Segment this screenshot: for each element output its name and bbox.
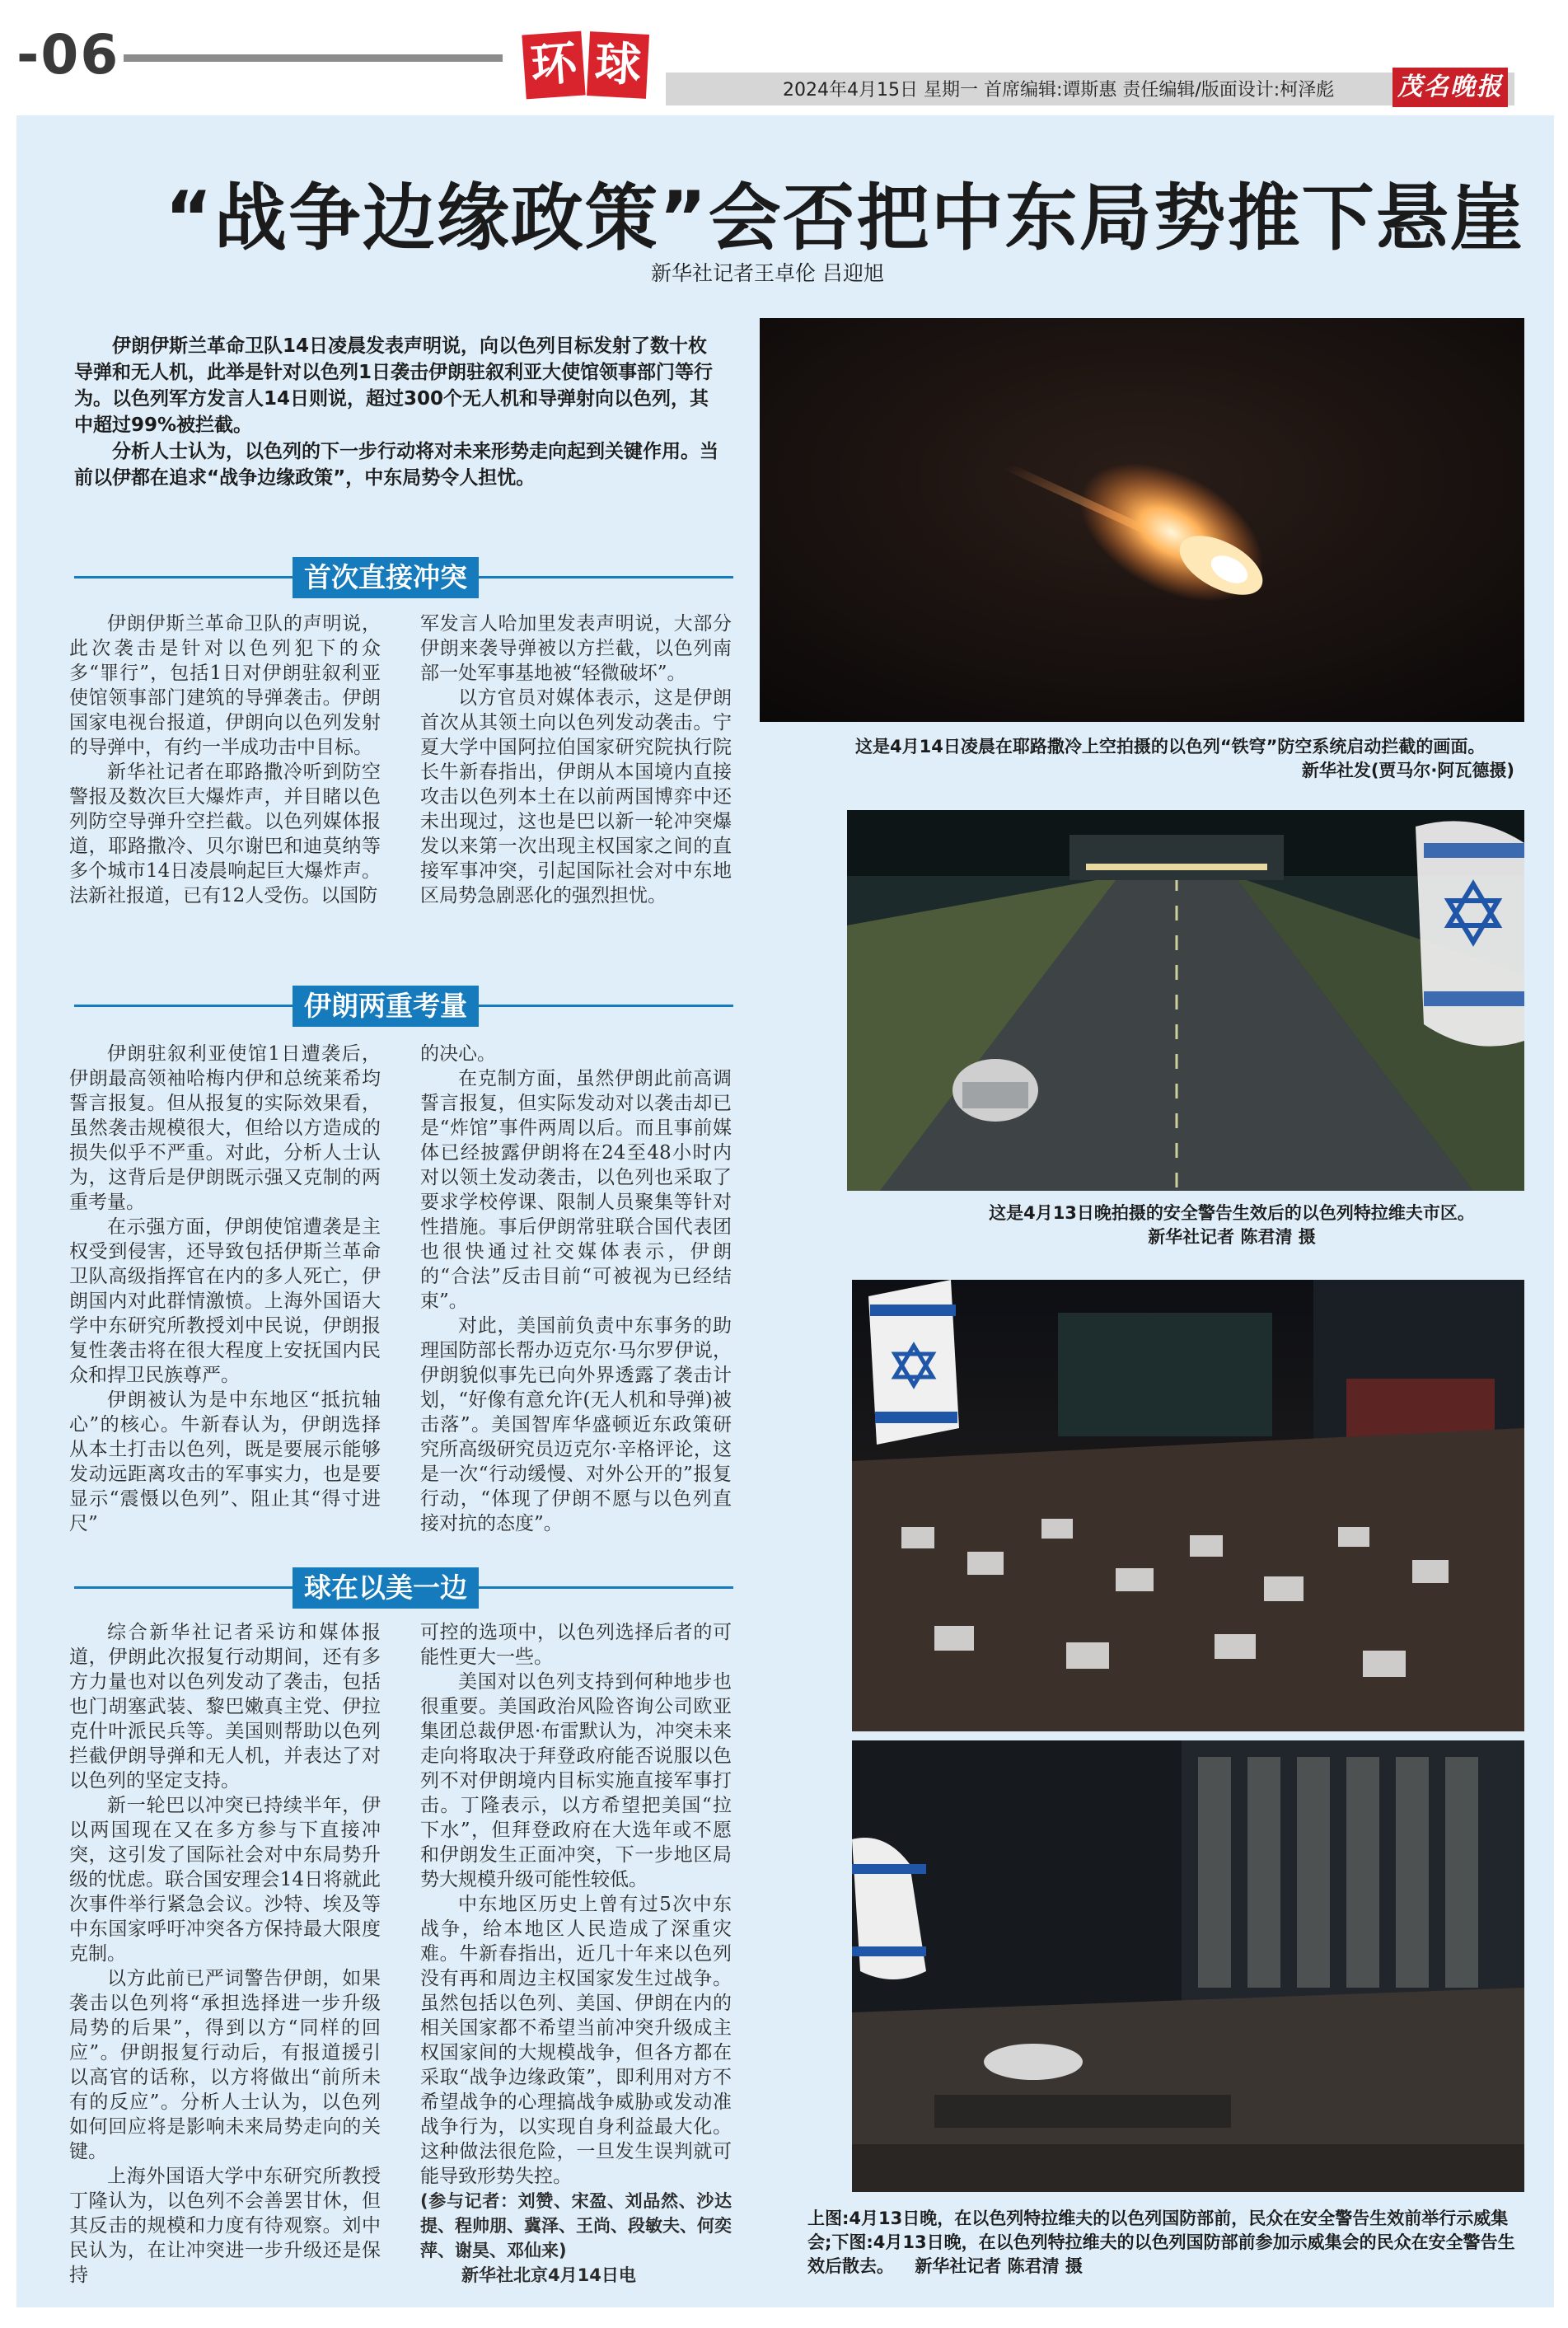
dateline: 新华社北京4月14日电 [461, 2265, 636, 2285]
caption-credit: 新华社记者 陈君清 摄 [1148, 1227, 1316, 1247]
paragraph: 在克制方面，虽然伊朗此前高调誓言报复，但实际发动对以袭击却已是“炸馆”事件两周以后。而且事前媒体已经披露伊朗将在24至48小时内对以领土发动袭击，以色列也采取了要求学校停课、限制人员聚集等针对性措施。事后伊朗常驻联合国代表团也很快通过社交媒体表示，伊朗的“合法”反击目前“可被视为已经结束”。 [420, 1068, 732, 1312]
photo-crowd-dispersing [852, 1740, 1524, 2192]
paragraph: 伊朗被认为是中东地区“抵抗轴心”的核心。牛新春认为，伊朗选择从本土打击以色列，既是要展示能够发动远距离攻击的军事实力，也是要显示“震慑以色列”、阻止其“得寸进尺” [69, 1389, 381, 1534]
photo-protest-crowd [852, 1280, 1524, 1731]
paragraph: 在示强方面，伊朗使馆遭袭是主权受到侵害，还导致包括伊斯兰革命卫队高级指挥官在内的多人死亡，伊朗国内对此群情激愤。上海外国语大学中东研究所教授刘中民说，伊朗报复性袭击将在很大程度上安抚国内民众和捍卫民族尊严。 [69, 1216, 381, 1386]
newspaper-logo: 茂名晚报 [1392, 68, 1508, 107]
photo-image [852, 1280, 1524, 1731]
caption-text: 这是4月13日晚拍摄的安全警告生效后的以色列特拉维夫市区。 [989, 1203, 1475, 1223]
section-char-2: 球 [587, 31, 649, 99]
section-label [524, 33, 648, 97]
byline: 新华社记者王卓伦 吕迎旭 [651, 261, 884, 285]
section1-col1 [69, 611, 381, 933]
paragraph: 以方官员对媒体表示，这是伊朗首次从其领土向以色列发动袭击。宁夏大学中国阿拉伯国家研究院执行院长牛新春指出，伊朗从本国境内直接攻击以色列本土在以前两国博弈中还未出现过，这也是巴以新一轮冲突爆发以来第一次出现主权国家之间的直接军事冲突，引起国际社会对中东地区局势急剧恶化的强烈担忧。 [420, 687, 732, 906]
section2-col1 [69, 1042, 381, 1534]
subhead-3: 球在以美一边 [293, 1567, 479, 1609]
photo2-caption [935, 1201, 1528, 1249]
paragraph: 综合新华社记者采访和媒体报道，伊朗此次报复行动期间，还有多方力量也对以色列发动了袭击，包括也门胡塞武装、黎巴嫩真主党、伊拉克什叶派民兵等。美国则帮助以色列拦截伊朗导弹和无人机，并表达了对以色列的坚定支持。 [69, 1622, 381, 1792]
lede-paragraph: 伊朗伊斯兰革命卫队14日凌晨发表声明说，向以色列目标发射了数十枚导弹和无人机，此举是针对以色列1日袭击伊朗驻叙利亚大使馆领事部门等行为。以色列军方发言人14日则说，超过300个无人机和导弹射向以色列，其中超过99%被拦截。 [74, 335, 714, 436]
caption-text: 上图:4月13日晚，在以色列特拉维夫的以色列国防部前，民众在安全警告生效前举行示威集会;下图:4月13日晚，在以色列特拉维夫的以色列国防部前参加示威集会的民众在安全警告生效后散去。 [807, 2209, 1515, 2276]
photo-tel-aviv-street [847, 810, 1524, 1191]
photo-image [847, 810, 1524, 1191]
caption-credit: 新华社发(贾马尔·阿瓦德摄) [1301, 761, 1514, 780]
section3-col1 [69, 1620, 381, 2286]
paragraph: 中东地区历史上曾有过5次中东战争，给本地区人民造成了深重灾难。牛新春指出，近几十年来以色列没有再和周边主权国家发生过战争。虽然包括以色列、美国、伊朗在内的相关国家都不希望当前冲突升级成主权国家间的大规模战争，但各方都在采取“战争边缘政策”，即利用对方不希望战争的心理搞战争威胁或发动准战争行为，以实现自身利益最大化。这种做法很危险，一旦发生误判就可能导致形势失控。 [420, 1894, 732, 2187]
headline: “战争边缘政策”会否把中东局势推下悬崖 [165, 176, 1524, 260]
reporters-note: (参与记者：刘赞、宋盈、刘品然、沙达提、程帅朋、冀泽、王尚、段敏夫、何奕萍、谢昊、邓仙来) [420, 2191, 732, 2260]
caption-credit: 新华社记者 陈君清 摄 [915, 2256, 1083, 2276]
photo-iron-dome-interception [760, 318, 1524, 722]
lede-paragraph: 分析人士认为，以色列的下一步行动将对未来形势走向起到关键作用。当前以伊都在追求“战争边缘政策”，中东局势令人担忧。 [74, 441, 718, 489]
subhead-1: 首次直接冲突 [293, 557, 479, 598]
paragraph: 以方此前已严词警告伊朗，如果袭击以色列将“承担选择进一步升级局势的后果”，得到以方“同样的回应”。伊朗报复行动后，有报道援引以高官的话称，以方将做出“前所未有的反应”。分析人士认为，以色列如何回应将是影响未来局势走向的关键。 [69, 1968, 381, 2162]
page-header [0, 0, 1568, 107]
photo-image [852, 1740, 1524, 2192]
paragraph: 上海外国语大学中东研究所教授丁隆认为，以色列不会善罢甘休，但其反击的规模和力度有待观察。刘中民认为，在让冲突进一步升级还是保持 [69, 2166, 381, 2286]
section1-col2 [420, 611, 732, 933]
caption-text: 这是4月14日凌晨在耶路撒冷上空拍摄的以色列“铁穹”防空系统启动拦截的画面。 [855, 737, 1486, 756]
page-number: -06 [16, 23, 120, 87]
header-rule [124, 54, 503, 62]
paragraph: 的决心。 [420, 1043, 496, 1065]
paragraph: 可控的选项中，以色列选择后者的可能性更大一些。 [420, 1622, 732, 1668]
section2-col2 [420, 1042, 732, 1534]
paragraph: 对此，美国前负责中东事务的助理国防部长帮办迈克尔·马尔罗伊说，伊朗貌似事先已向外界透露了袭击计划，“好像有意允许(无人机和导弹)被击落”。美国智库华盛顿近东政策研究所高级研究员迈克尔·辛格评论，这是一次“行动缓慢、对外公开的”报复行动，“体现了伊朗不愿与以色列直接对抗的态度”。 [420, 1315, 732, 1534]
lede [74, 333, 725, 491]
section3-col2 [420, 1620, 732, 2285]
paragraph: 新华社记者在耶路撒冷听到防空警报及数次巨大爆炸声，并目睹以色列防空导弹升空拦截。以色列媒体报道，耶路撒冷、贝尔谢巴和迪莫纳等多个城市14日凌晨响起巨大爆炸声。法新社报道，已有12人受伤。以国防 [69, 761, 381, 906]
issue-meta: 2024年4月15日 星期一 首席编辑:谭斯惠 责任编辑/版面设计:柯泽彪 [783, 80, 1335, 101]
paragraph: 新一轮巴以冲突已持续半年，伊以两国现在又在多方参与下直接冲突，这引发了国际社会对中东局势升级的忧虑。联合国安理会14日将就此次事件举行紧急会议。沙特、埃及等中东国家呼吁冲突各方保持最大限度克制。 [69, 1795, 381, 1965]
paragraph: 伊朗伊斯兰革命卫队的声明说，此次袭击是针对以色列犯下的众多“罪行”，包括1日对伊朗驻叙利亚使馆领事部门建筑的导弹袭击。伊朗国家电视台报道，伊朗向以色列发射的导弹中，有约一半成功击中目标。 [69, 613, 381, 758]
subhead-2: 伊朗两重考量 [293, 986, 479, 1027]
paragraph: 伊朗驻叙利亚使馆1日遭袭后，伊朗最高领袖哈梅内伊和总统莱希均誓言报复。但从报复的实际效果看，虽然袭击规模很大，但给以方造成的损失似乎不严重。对此，分析人士认为，这背后是伊朗既示强又克制的两重考量。 [69, 1043, 381, 1213]
photo-image [760, 318, 1524, 722]
photo1-caption [855, 735, 1514, 783]
photo34-caption [807, 2207, 1524, 2279]
section-char-1: 环 [522, 31, 585, 100]
paragraph: 美国对以色列支持到何种地步也很重要。美国政治风险咨询公司欧亚集团总裁伊恩·布雷默认为，冲突未来走向将取决于拜登政府能否说服以色列不对伊朗境内目标实施直接军事打击。丁隆表示，以方希望把美国“拉下水”，但拜登政府在大选年或不愿和伊朗发生正面冲突，下一步地区局势大规模升级可能性较低。 [420, 1671, 732, 1890]
paragraph: 军发言人哈加里发表声明说，大部分伊朗来袭导弹被以方拦截，以色列南部一处军事基地被“轻微破坏”。 [420, 613, 732, 684]
